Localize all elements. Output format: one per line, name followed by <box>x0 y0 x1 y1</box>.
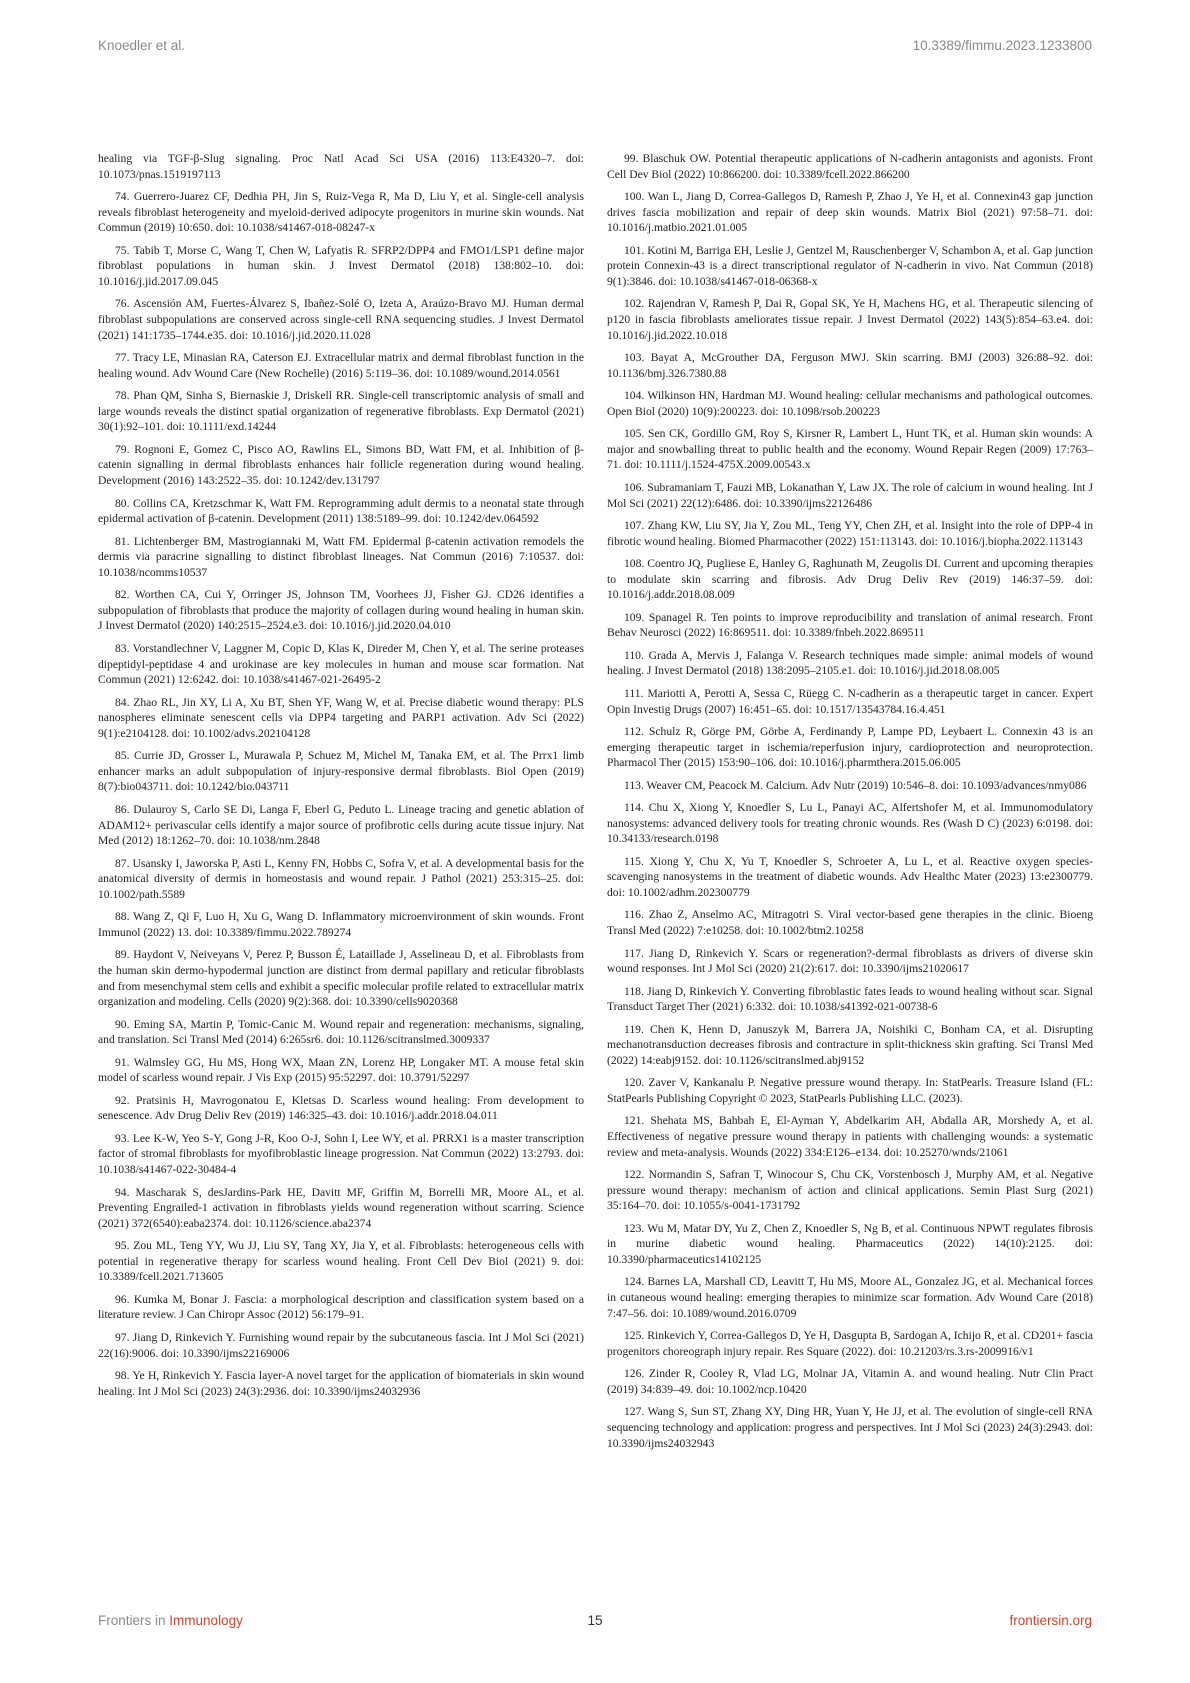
reference-item: 113. Weaver CM, Peacock M. Calcium. Adv Nutr (2019) 10:546–8. doi: 10.1093/advances/nmy086 <box>624 778 1087 792</box>
reference-item: 126. Zinder R, Cooley R, Vlad LG, Molnar JA, Vitamin A. and wound healing. Nutr Clin Pract (2019) 34:839–49. doi: 10.1002/ncp.10420 <box>607 1367 1093 1396</box>
reference-item: 83. Vorstandlechner V, Laggner M, Copic D, Klas K, Direder M, Chen Y, et al. The serine proteases dipeptidyl-peptidase 4 and urokinase are key molecules in human and mouse scar formation. Nat Commun (2021) 12:6242. doi: 10.1038/s41467-021-26495-2 <box>98 641 584 687</box>
reference-item: 100. Wan L, Jiang D, Correa-Gallegos D, Ramesh P, Zhao J, Ye H, et al. Connexin43 gap junction drives fascia mobilization and repair of deep skin wounds. Matrix Biol (2021) 97:58–71. doi: 10.1016/j.matbio.2021.01.005 <box>607 190 1093 235</box>
reference-item: 110. Grada A, Mervis J, Falanga V. Research techniques made simple: animal models of wound healing. J Invest Dermatol (2018) 138:2095–2105.e1. doi: 10.1016/j.jid.2018.08.005 <box>607 648 1093 678</box>
reference-item: 118. Jiang D, Rinkevich Y. Converting fibroblastic fates leads to wound healing without scar. Signal Transduct Target Ther (2021) 6:332. doi: 10.1038/s41392-021-00738-6 <box>607 984 1093 1014</box>
reference-item: 93. Lee K-W, Yeo S-Y, Gong J-R, Koo O-J, Sohn I, Lee WY, et al. PRRX1 is a master transcription factor of stromal fibroblasts for myofibroblastic lineage progression. Nat Commun (2022) 13:2793. doi: 10.1038/s41467-022-30484-4 <box>98 1131 584 1177</box>
reference-item: 86. Dulauroy S, Carlo SE Di, Langa F, Eberl G, Peduto L. Lineage tracing and genetic ablation of ADAM12+ perivascular cells identify a major source of profibrotic cells during acute tissue injury. Nat Med (2012) 18:1262–70. doi: 10.1038/nm.2848 <box>98 802 584 848</box>
reference-item: 79. Rognoni E, Gomez C, Pisco AO, Rawlins EL, Simons BD, Watt FM, et al. Inhibition of β-catenin signalling in dermal fibroblasts enhances hair follicle regeneration during wound healing. Development (2016) 143:2522–35. doi: 10.1242/dev.131797 <box>98 442 584 488</box>
reference-item: 89. Haydont V, Neiveyans V, Perez P, Busson É, Lataillade J, Asselineau D, et al. Fibroblasts from the human skin dermo-hypodermal junction are distinct from dermal papillary and reticular fibroblasts and from mesenchymal stem cells and exhibit a specific molecular profile related to extracellular matrix organization and modeling. Cells (2020) 9(2):368. doi: 10.3390/cells9020368 <box>98 948 584 1009</box>
reference-item: 99. Blaschuk OW. Potential therapeutic applications of N-cadherin antagonists and agonists. Front Cell Dev Biol (2022) 10:866200. doi: 10.3389/fcell.2022.866200 <box>607 152 1093 181</box>
reference-item: 119. Chen K, Henn D, Januszyk M, Barrera JA, Noishiki C, Bonham CA, et al. Disrupting mechanotransduction decreases fibrosis and contracture in split-thickness skin grafting. Sci Transl Med (2022) 14:eabj9152. doi: 10.1126/scitranslmed.abj9152 <box>607 1022 1093 1067</box>
reference-item: 103. Bayat A, McGrouther DA, Ferguson MWJ. Skin scarring. BMJ (2003) 326:88–92. doi: 10.1136/bmj.326.7380.88 <box>607 351 1093 380</box>
references-column-left <box>98 151 584 1406</box>
reference-item: 96. Kumka M, Bonar J. Fascia: a morphological description and classification system based on a literature review. J Can Chiropr Assoc (2012) 56:179–91. <box>98 1292 584 1322</box>
running-head-doi: 10.3389/fimmu.2023.1233800 <box>912 38 1092 53</box>
reference-item: 125. Rinkevich Y, Correa-Gallegos D, Ye H, Dasgupta B, Sardogan A, Ichijo R, et al. CD201+ fascia progenitors choreograph injury repair. Res Square (2022). doi: 10.21203/rs.3.rs-2009916/v1 <box>607 1329 1093 1358</box>
reference-item: 80. Collins CA, Kretzschmar K, Watt FM. Reprogramming adult dermis to a neonatal state through epidermal activation of β-catenin. Development (2011) 138:5189–99. doi: 10.1242/dev.064592 <box>98 496 584 526</box>
reference-item: 115. Xiong Y, Chu X, Yu T, Knoedler S, Schroeter A, Lu L, et al. Reactive oxygen species-scavenging nanosystems in the treatment of diabetic wounds. Adv Healthc Mater (2023) 13:e2300779. doi: 10.1002/adhm.202300779 <box>607 854 1093 899</box>
page-footer <box>98 1613 1092 1633</box>
reference-item: 105. Sen CK, Gordillo GM, Roy S, Kirsner R, Lambert L, Hunt TK, et al. Human skin wounds: A major and snowballing threat to public health and the economy. Wound Repair Regen (2009) 17:763–71. doi: 10.1111/j.1524-475X.2009.00543.x <box>607 427 1093 472</box>
reference-item: 82. Worthen CA, Cui Y, Orringer JS, Johnson TM, Voorhees JJ, Fisher GJ. CD26 identifies a subpopulation of fibroblasts that produce the majority of collagen during wound healing in human skin. J Invest Dermatol (2020) 140:2515–2524.e3. doi: 10.1016/j.jid.2020.04.010 <box>98 588 584 633</box>
reference-item: 97. Jiang D, Rinkevich Y. Furnishing wound repair by the subcutaneous fascia. Int J Mol Sci (2021) 22(16):9006. doi: 10.3390/ijms22169006 <box>98 1330 584 1360</box>
reference-item: 123. Wu M, Matar DY, Yu Z, Chen Z, Knoedler S, Ng B, et al. Continuous NPWT regulates fibrosis in murine diabetic wound healing. Pharmaceutics (2022) 14(10):2125. doi: 10.3390/pharmaceutics14102125 <box>607 1221 1093 1266</box>
reference-item: 98. Ye H, Rinkevich Y. Fascia layer-A novel target for the application of biomaterials in skin wound healing. Int J Mol Sci (2023) 24(3):2936. doi: 10.3390/ijms24032936 <box>98 1369 584 1398</box>
reference-item: 109. Spanagel R. Ten points to improve reproducibility and translation of animal research. Front Behav Neurosci (2022) 16:869511. doi: 10.3389/fnbeh.2022.869511 <box>607 610 1093 640</box>
reference-item: 91. Walmsley GG, Hu MS, Hong WX, Maan ZN, Lorenz HP, Longaker MT. A mouse fetal skin model of scarless wound repair. J Vis Exp (2015) 95:52297. doi: 10.3791/52297 <box>98 1055 584 1085</box>
reference-item: 124. Barnes LA, Marshall CD, Leavitt T, Hu MS, Moore AL, Gonzalez JG, et al. Mechanical forces in cutaneous wound healing: emerging therapies to minimize scar formation. Adv Wound Care (2018) 7:47–56. doi: 10.1089/wound.2016.0709 <box>607 1275 1093 1320</box>
reference-item: 95. Zou ML, Teng YY, Wu JJ, Liu SY, Tang XY, Jia Y, et al. Fibroblasts: heterogeneous cells with potential in regenerative therapy for scarless wound healing. Front Cell Dev Biol (2021) 9. doi: 10.3389/fcell.2021.713605 <box>98 1239 584 1284</box>
reference-item: 117. Jiang D, Rinkevich Y. Scars or regeneration?-dermal fibroblasts as drivers of diverse skin wound responses. Int J Mol Sci (2020) 21(2):617. doi: 10.3390/ijms21020617 <box>607 946 1093 976</box>
reference-item: 111. Mariotti A, Perotti A, Sessa C, Rüegg C. N-cadherin as a therapeutic target in cancer. Expert Opin Investig Drugs (2007) 16:451–65. doi: 10.1517/13543784.16.4.451 <box>607 686 1093 716</box>
references-column-right <box>607 151 1093 1458</box>
running-head-authors: Knoedler et al. <box>98 38 186 53</box>
reference-item: 107. Zhang KW, Liu SY, Jia Y, Zou ML, Teng YY, Chen ZH, et al. Insight into the role of DPP-4 in fibrotic wound healing. Biomed Pharmacother (2022) 151:113143. doi: 10.1016/j.biopha.2022.113143 <box>607 519 1093 548</box>
reference-item: 76. Ascensión AM, Fuertes-Álvarez S, Ibañez-Solé O, Izeta A, Araúzo-Bravo MJ. Human dermal fibroblast subpopulations are conserved across single-cell RNA sequencing studies. J Invest Dermatol (2021) 141:1735–1744.e35. doi: 10.1016/j.jid.2020.11.028 <box>98 297 584 342</box>
reference-item: 75. Tabib T, Morse C, Wang T, Chen W, Lafyatis R. SFRP2/DPP4 and FMO1/LSP1 define major fibroblast populations in human skin. J Invest Dermatol (2018) 138:802–10. doi: 10.1016/j.jid.2017.09.045 <box>98 243 584 288</box>
reference-item: 121. Shehata MS, Bahbah E, El-Ayman Y, Abdelkarim AH, Abdalla AR, Morshedy A, et al. Effectiveness of negative pressure wound therapy in patients with challenging wounds: a systematic review and meta-analysis. Wounds (2022) 334:E126–e134. doi: 10.25270/wnds/21061 <box>607 1114 1093 1159</box>
reference-item: 90. Eming SA, Martin P, Tomic-Canic M. Wound repair and regeneration: mechanisms, signaling, and translation. Sci Transl Med (2014) 6:265sr6. doi: 10.1126/scitranslmed.3009337 <box>98 1017 584 1047</box>
reference-item: 77. Tracy LE, Minasian RA, Caterson EJ. Extracellular matrix and dermal fibroblast function in the healing wound. Adv Wound Care (New Rochelle) (2016) 5:119–36. doi: 10.1089/wound.2014.0561 <box>98 351 584 380</box>
reference-item: 106. Subramaniam T, Fauzi MB, Lokanathan Y, Law JX. The role of calcium in wound healing. Int J Mol Sci (2021) 22(12):6486. doi: 10.3390/ijms22126486 <box>607 480 1093 510</box>
reference-item: 94. Mascharak S, desJardins-Park HE, Davitt MF, Griffin M, Borrelli MR, Moore AL, et al. Preventing Engrailed-1 activation in fibroblasts yields wound regeneration without scarring. Science (2021) 372(6540):eaba2374. doi: 10.1126/science.aba2374 <box>98 1185 584 1230</box>
reference-item: 116. Zhao Z, Anselmo AC, Mitragotri S. Viral vector-based gene therapies in the clinic. Bioeng Transl Med (2022) 7:e10258. doi: 10.1002/btm2.10258 <box>607 908 1093 938</box>
footer-site-link[interactable]: frontiersin.org <box>1009 1613 1092 1628</box>
reference-item: 102. Rajendran V, Ramesh P, Dai R, Gopal SK, Ye H, Machens HG, et al. Therapeutic silencing of p120 in fascia fibroblasts ameliorates tissue repair. J Invest Dermatol (2022) 143(5):854–63.e4. doi: 10.1016/j.jid.2022.10.018 <box>607 297 1093 342</box>
reference-item: 127. Wang S, Sun ST, Zhang XY, Ding HR, Yuan Y, He JJ, et al. The evolution of single-cell RNA sequencing technology and application: progress and perspectives. Int J Mol Sci (2023) 24(3):2943. doi: 10.3390/ijms24032943 <box>607 1405 1093 1450</box>
reference-item: healing via TGF-β-Slug signaling. Proc Natl Acad Sci USA (2016) 113:E4320–7. doi: 10.1073/pnas.1519197113 <box>98 152 584 181</box>
reference-item: 120. Zaver V, Kankanalu P. Negative pressure wound therapy. In: StatPearls. Treasure Island (FL: StatPearls Publishing Copyright © 2023, StatPearls Publishing LLC. (2023). <box>607 1076 1093 1105</box>
reference-item: 104. Wilkinson HN, Hardman MJ. Wound healing: cellular mechanisms and pathological outcomes. Open Biol (2020) 10(9):200223. doi: 10.1098/rsob.200223 <box>607 389 1093 418</box>
reference-item: 88. Wang Z, Qi F, Luo H, Xu G, Wang D. Inflammatory microenvironment of skin wounds. Front Immunol (2022) 13. doi: 10.3389/fimmu.2022.789274 <box>98 910 584 939</box>
reference-item: 122. Normandin S, Safran T, Winocour S, Chu CK, Vorstenbosch J, Murphy AM, et al. Negative pressure wound therapy: mechanism of action and clinical applications. Semin Plast Surg (2021) 35:164–70. doi: 10.1055/s-0041-1731792 <box>607 1168 1093 1213</box>
reference-item: 92. Pratsinis H, Mavrogonatou E, Kletsas D. Scarless wound healing: From development to senescence. Adv Drug Deliv Rev (2019) 146:325–43. doi: 10.1016/j.addr.2018.04.011 <box>98 1093 584 1123</box>
reference-item: 74. Guerrero-Juarez CF, Dedhia PH, Jin S, Ruiz-Vega R, Ma D, Liu Y, et al. Single-cell analysis reveals fibroblast heterogeneity and myeloid-derived adipocyte progenitors in murine skin wounds. Nat Commun (2019) 10:650. doi: 10.1038/s41467-018-08247-x <box>98 190 584 235</box>
footer-journal-name: Immunology <box>169 1613 243 1628</box>
reference-item: 112. Schulz R, Görge PM, Görbe A, Ferdinandy P, Lampe PD, Leybaert L. Connexin 43 is an emerging therapeutic target in ischemia/reperfusion injury, cardioprotection and neuroprotection. Pharmacol Ther (2015) 153:90–106. doi: 10.1016/j.pharmthera.2015.06.005 <box>607 724 1093 770</box>
reference-item: 78. Phan QM, Sinha S, Biernaskie J, Driskell RR. Single-cell transcriptomic analysis of small and large wounds reveals the distinct spatial organization of regenerative fibroblasts. Exp Dermatol (2021) 30(1):92–101. doi: 10.1111/exd.14244 <box>98 389 584 434</box>
page-number: 15 <box>587 1613 603 1628</box>
reference-item: 81. Lichtenberger BM, Mastrogiannaki M, Watt FM. Epidermal β-catenin activation remodels the dermis via paracrine signalling to distinct fibroblast lineages. Nat Commun (2016) 7:10537. doi: 10.1038/ncomms10537 <box>98 534 584 579</box>
reference-item: 108. Coentro JQ, Pugliese E, Hanley G, Raghunath M, Zeugolis DI. Current and upcoming therapies to modulate skin scarring and fibrosis. Adv Drug Deliv Rev (2019) 146:37–59. doi: 10.1016/j.addr.2018.08.009 <box>607 557 1093 602</box>
footer-journal-prefix: Frontiers in <box>98 1613 166 1628</box>
page-header <box>98 38 1092 58</box>
reference-item: 87. Usansky I, Jaworska P, Asti L, Kenny FN, Hobbs C, Sofra V, et al. A developmental basis for the anatomical diversity of dermis in homeostasis and wound repair. J Pathol (2021) 253:315–25. doi: 10.1002/path.5589 <box>98 856 584 901</box>
reference-item: 85. Currie JD, Grosser L, Murawala P, Schuez M, Michel M, Tanaka EM, et al. The Prrx1 limb enhancer marks an adult subpopulation of injury-responsive dermal fibroblasts. Biol Open (2019) 8(7):bio043711. doi: 10.1242/bio.043711 <box>98 749 584 794</box>
reference-item: 101. Kotini M, Barriga EH, Leslie J, Gentzel M, Rauschenberger V, Schambon A, et al. Gap junction protein Connexin-43 is a direct transcriptional regulator of N-cadherin in vivo. Nat Commun (2018) 9(1):3846. doi: 10.1038/s41467-018-06368-x <box>607 243 1093 288</box>
reference-item: 84. Zhao RL, Jin XY, Li A, Xu BT, Shen YF, Wang W, et al. Precise diabetic wound therapy: PLS nanospheres eliminate senescent cells via DPP4 targeting and PARP1 activation. Adv Sci (2022) 9(1):e2104128. doi: 10.1002/advs.202104128 <box>98 695 584 740</box>
reference-item: 114. Chu X, Xiong Y, Knoedler S, Lu L, Panayi AC, Alfertshofer M, et al. Immunomodulatory nanosystems: advanced delivery tools for treating chronic wounds. Res (Wash D C) (2023) 6:0198. doi: 10.34133/research.0198 <box>607 801 1093 846</box>
